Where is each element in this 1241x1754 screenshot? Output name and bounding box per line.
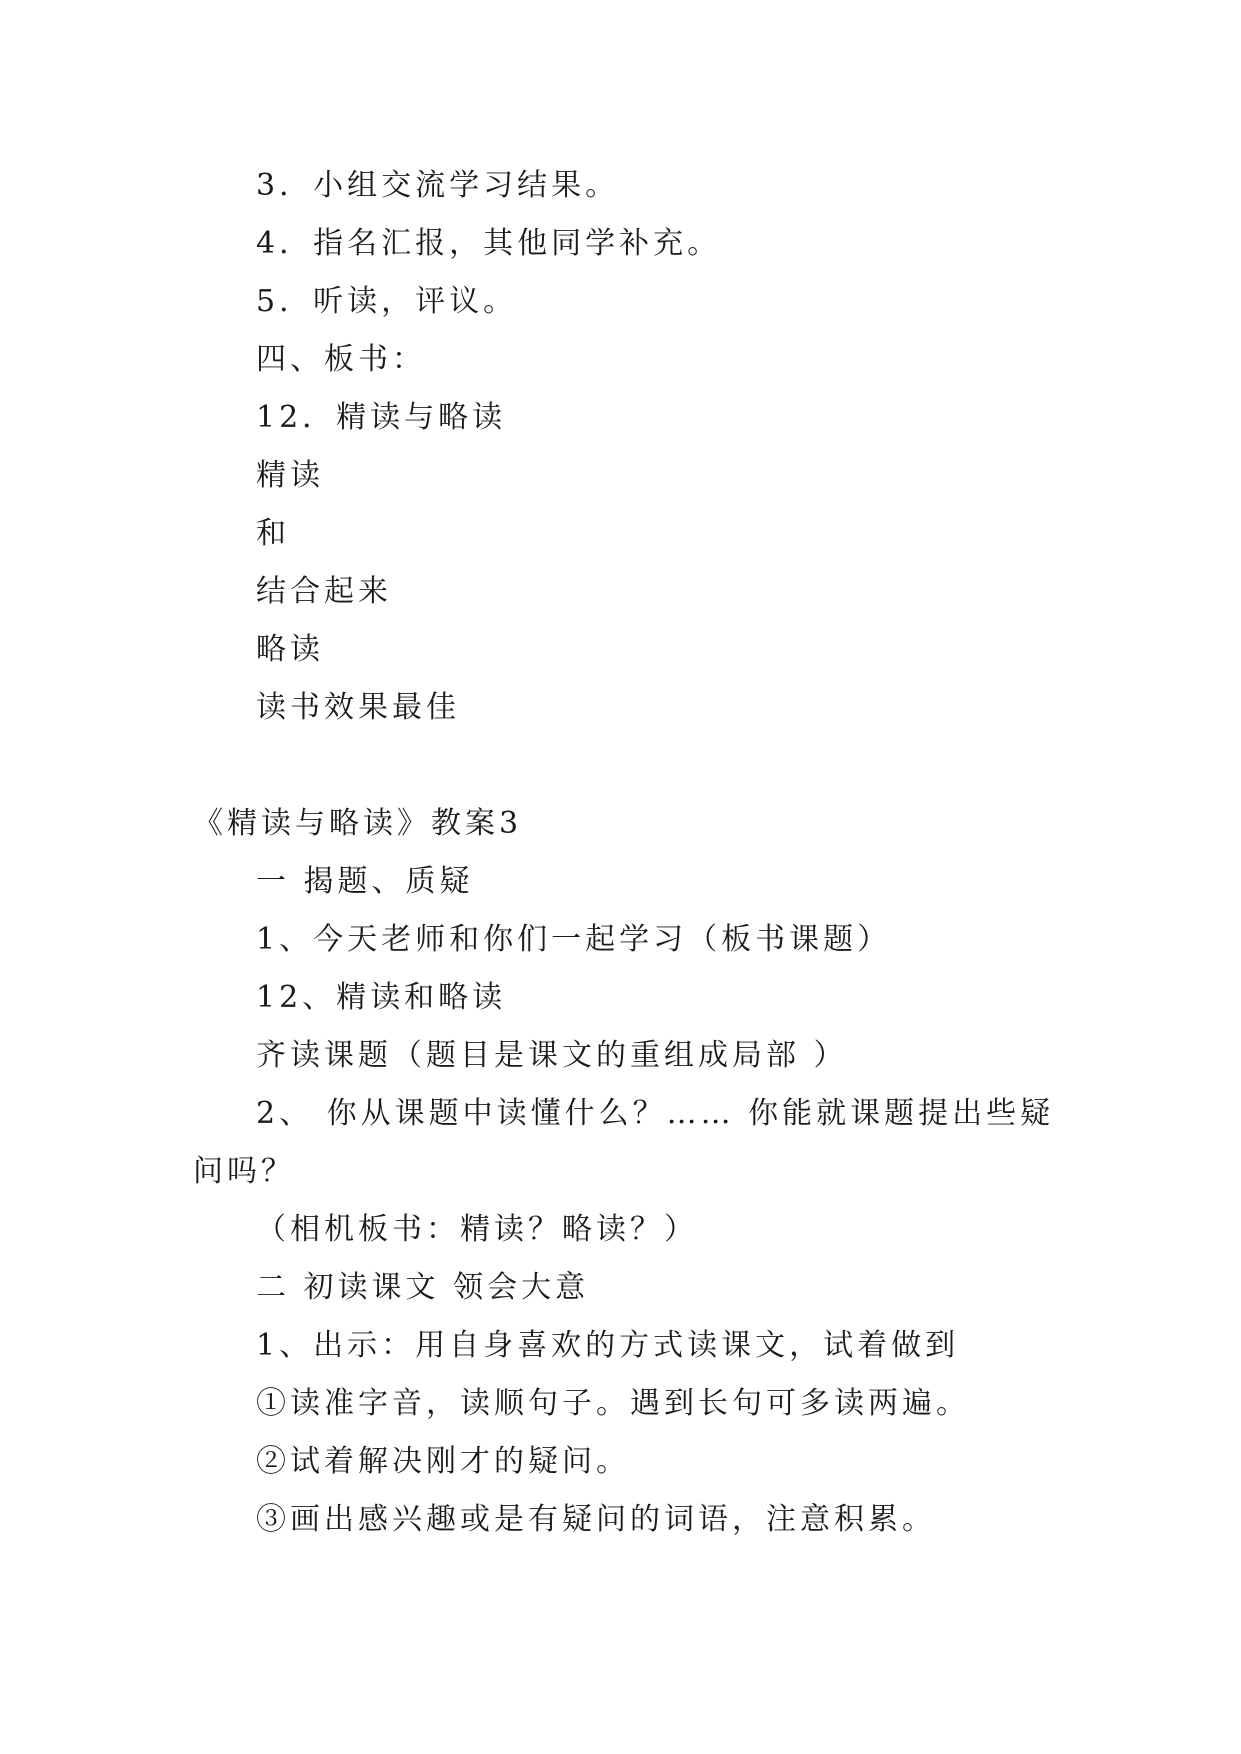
text-line: 结合起来 xyxy=(256,574,392,609)
text-line: 12、精读和略读 xyxy=(256,980,507,1015)
text-line: 齐读课题（题目是课文的重组成局部 ） xyxy=(256,1038,848,1073)
text-line: 和 xyxy=(256,516,290,551)
text-line: 1、今天老师和你们一起学习（板书课题） xyxy=(256,922,892,957)
text-line: 问吗？ xyxy=(193,1154,295,1189)
text-line: 5．听读，评议。 xyxy=(256,284,518,319)
text-line: 12．精读与略读 xyxy=(256,400,507,435)
text-line: 一 揭题、质疑 xyxy=(256,864,474,899)
text-line: 二 初读课文 领会大意 xyxy=(256,1270,590,1305)
text-line: 1、出示：用自身喜欢的方式读课文，试着做到 xyxy=(256,1328,960,1363)
section-title: 《精读与略读》教案3 xyxy=(193,806,523,841)
text-line: ③画出感兴趣或是有疑问的词语，注意积累。 xyxy=(256,1502,936,1537)
text-line: 四、板书： xyxy=(256,342,426,377)
text-line: 略读 xyxy=(256,632,324,667)
text-line: （相机板书：精读？略读？） xyxy=(256,1212,698,1247)
text-line: 读书效果最佳 xyxy=(256,690,460,725)
text-line: 2、 你从课题中读懂什么？…… 你能就课题提出些疑 xyxy=(256,1096,1055,1131)
text-line: 3．小组交流学习结果。 xyxy=(256,168,620,203)
text-line: ①读准字音，读顺句子。遇到长句可多读两遍。 xyxy=(256,1386,970,1421)
text-line: ②试着解决刚才的疑问。 xyxy=(256,1444,630,1479)
text-line: 4．指名汇报，其他同学补充。 xyxy=(256,226,722,261)
text-line: 精读 xyxy=(256,458,324,493)
